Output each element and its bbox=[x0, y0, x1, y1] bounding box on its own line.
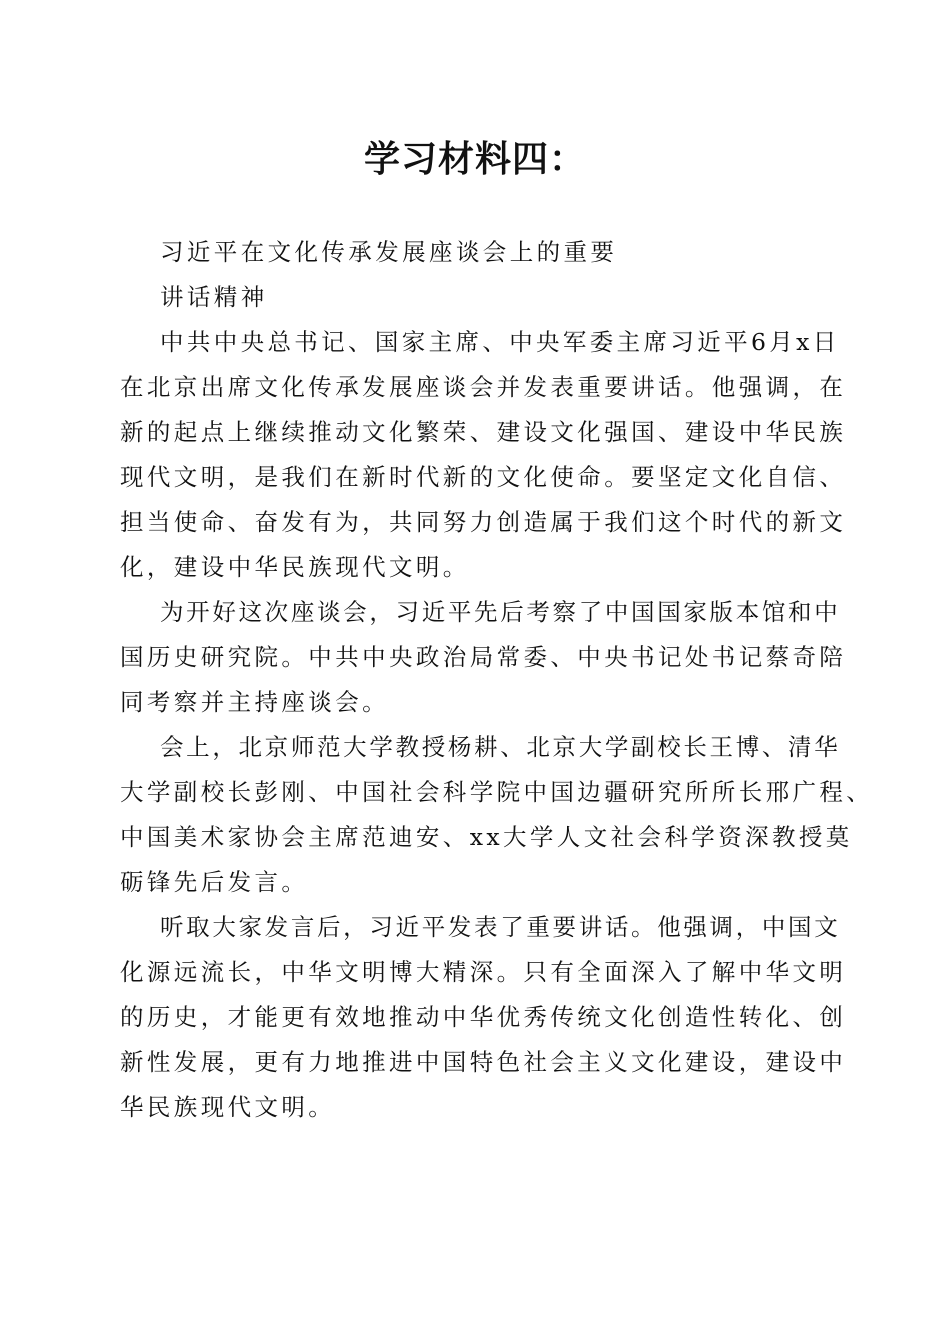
text-line: 新的起点上继续推动文化繁荣、建设文化强国、建设中华民族 bbox=[120, 418, 847, 446]
text-line: 同考察并主持座谈会。 bbox=[120, 688, 389, 716]
text-line: 化，建设中华民族现代文明。 bbox=[120, 553, 470, 581]
text-line: 华民族现代文明。 bbox=[120, 1093, 336, 1121]
text-line: 担当使命、奋发有为，共同努力创造属于我们这个时代的新文 bbox=[120, 508, 847, 536]
text-line: 现代文明，是我们在新时代新的文化使命。要坚定文化自信、 bbox=[120, 463, 847, 491]
text-line: 的历史，才能更有效地推动中华优秀传统文化创造性转化、创 bbox=[120, 1003, 847, 1031]
text-line: 新性发展，更有力地推进中国特色社会主义文化建设，建设中 bbox=[120, 1048, 847, 1076]
text-line: 习近平在文化传承发展座谈会上的重要 bbox=[160, 238, 618, 266]
document-title: 学习材料四： bbox=[363, 138, 586, 180]
text-line: 国历史研究院。中共中央政治局常委、中央书记处书记蔡奇陪 bbox=[120, 643, 847, 671]
text-line: 听取大家发言后，习近平发表了重要讲话。他强调，中国文 bbox=[160, 913, 841, 941]
text-line: 中共中央总书记、国家主席、中央军委主席习近平6月x日 bbox=[160, 328, 840, 356]
text-line: 为开好这次座谈会，习近平先后考察了中国国家版本馆和中 bbox=[160, 598, 841, 626]
text-line: 会上，北京师范大学教授杨耕、北京大学副校长王博、清华 bbox=[160, 733, 841, 761]
text-line: 砺锋先后发言。 bbox=[120, 868, 309, 896]
text-line: 大学副校长彭刚、中国社会科学院中国边疆研究所所长邢广程、 bbox=[120, 778, 874, 806]
document-body bbox=[120, 230, 874, 1130]
text-line: 讲话精神 bbox=[160, 283, 268, 311]
text-line: 在北京出席文化传承发展座谈会并发表重要讲话。他强调，在 bbox=[120, 373, 847, 401]
text-line: 中国美术家协会主席范迪安、xx大学人文社会科学资深教授莫 bbox=[120, 823, 853, 851]
text-line: 化源远流长，中华文明博大精深。只有全面深入了解中华文明 bbox=[120, 958, 847, 986]
